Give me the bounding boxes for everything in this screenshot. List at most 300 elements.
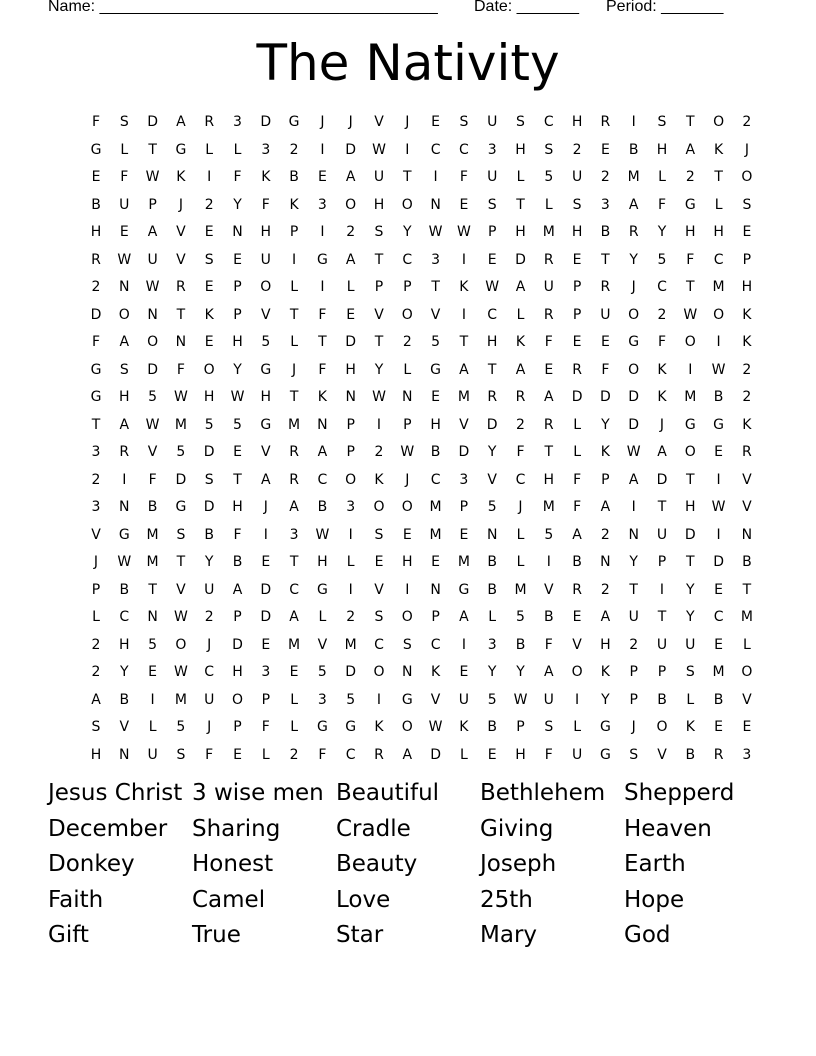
grid-letter: P	[233, 719, 242, 735]
grid-letter: A	[345, 169, 356, 185]
grid-letter: O	[373, 664, 385, 680]
grid-letter: O	[401, 609, 413, 625]
grid-letter: G	[458, 581, 470, 598]
grid-letter: R	[176, 279, 186, 295]
grid-letter: 3	[261, 664, 271, 680]
grid-letter: 2	[346, 224, 356, 240]
grid-letter: L	[742, 636, 751, 653]
grid-letter: K	[714, 141, 724, 158]
grid-letter: O	[628, 306, 640, 323]
grid-letter: E	[714, 636, 724, 653]
grid-letter: M	[344, 636, 357, 653]
grid-letter: I	[716, 526, 721, 543]
grid-letter: U	[487, 169, 498, 185]
grid-letter: I	[575, 691, 580, 708]
grid-letter: N	[317, 416, 328, 433]
grid-letter: M	[174, 691, 187, 708]
grid-letter: A	[459, 361, 469, 378]
grid-letter: B	[572, 554, 582, 570]
grid-letter: O	[684, 334, 696, 350]
grid-letter: U	[119, 196, 130, 213]
grid-letter: O	[741, 169, 753, 185]
grid-letter: A	[544, 664, 554, 680]
grid-letter: I	[207, 169, 212, 185]
grid-letter: A	[544, 389, 554, 405]
grid-letter: O	[147, 334, 159, 350]
grid-letter: D	[90, 306, 102, 323]
grid-letter: 3	[289, 526, 299, 543]
grid-letter: W	[513, 691, 528, 708]
grid-letter: E	[317, 169, 327, 185]
word-list-item: Beautiful	[336, 780, 440, 806]
grid-letter: C	[289, 581, 299, 598]
grid-letter: W	[400, 444, 415, 460]
grid-letter: N	[119, 499, 130, 515]
grid-letter: V	[317, 636, 328, 653]
grid-letter: D	[515, 251, 526, 268]
word-list-item: Donkey	[48, 851, 135, 877]
grid-letter: 3	[600, 196, 610, 213]
grid-letter: C	[430, 471, 441, 488]
grid-letter: L	[459, 746, 468, 763]
grid-letter: L	[573, 416, 581, 433]
grid-letter: V	[374, 114, 384, 130]
grid-letter: P	[261, 691, 271, 708]
grid-letter: V	[487, 471, 497, 488]
grid-letter: P	[516, 719, 525, 735]
grid-letter: I	[263, 526, 268, 543]
grid-letter: J	[518, 499, 523, 515]
grid-letter: V	[176, 581, 186, 598]
grid-letter: C	[487, 306, 498, 323]
grid-letter: O	[401, 499, 413, 515]
grid-letter: B	[289, 169, 299, 185]
grid-letter: A	[628, 196, 639, 213]
grid-letter: H	[232, 334, 243, 350]
grid-letter: O	[684, 444, 696, 460]
grid-letter: P	[148, 196, 157, 213]
grid-letter: M	[712, 664, 725, 680]
grid-letter: U	[204, 581, 215, 598]
grid-letter: C	[713, 609, 724, 625]
grid-letter: K	[317, 389, 327, 405]
grid-letter: B	[628, 141, 639, 158]
grid-letter: M	[542, 224, 555, 240]
grid-letter: P	[233, 279, 242, 295]
grid-letter: G	[175, 141, 187, 158]
grid-letter: C	[317, 471, 328, 488]
grid-letter: P	[289, 224, 299, 240]
grid-letter: P	[601, 471, 610, 488]
grid-letter: J	[631, 719, 636, 735]
grid-letter: V	[657, 746, 667, 763]
grid-letter: A	[232, 581, 243, 598]
grid-letter: H	[232, 499, 243, 515]
grid-letter: F	[205, 746, 214, 763]
grid-letter: N	[600, 554, 611, 570]
grid-letter: K	[685, 719, 695, 735]
grid-letter: G	[713, 416, 725, 433]
grid-letter: P	[459, 499, 469, 515]
grid-letter: S	[516, 114, 525, 130]
grid-letter: Y	[657, 224, 667, 240]
grid-letter: N	[628, 526, 639, 543]
grid-letter: T	[233, 471, 242, 488]
grid-letter: O	[203, 361, 215, 378]
grid-letter: N	[147, 306, 158, 323]
grid-letter: 3	[261, 141, 271, 158]
grid-letter: I	[631, 114, 636, 130]
grid-letter: K	[459, 279, 469, 295]
grid-letter: L	[403, 361, 412, 378]
grid-letter: A	[685, 141, 696, 158]
grid-letter: A	[119, 416, 130, 433]
grid-letter: B	[515, 636, 526, 653]
grid-letter: B	[543, 609, 554, 625]
grid-letter: G	[430, 361, 442, 378]
grid-letter: N	[147, 609, 158, 625]
grid-letter: H	[119, 636, 130, 653]
grid-letter: S	[572, 196, 582, 213]
grid-letter: E	[402, 526, 412, 543]
grid-letter: U	[543, 691, 554, 708]
word-list-item: Heaven	[624, 815, 712, 842]
grid-letter: L	[516, 169, 525, 185]
grid-letter: T	[374, 251, 384, 268]
grid-letter: E	[374, 554, 384, 570]
grid-letter: 5	[657, 251, 667, 268]
grid-letter: V	[430, 691, 441, 708]
grid-letter: Y	[233, 196, 242, 213]
grid-letter: P	[403, 416, 412, 433]
grid-letter: 2	[572, 141, 582, 158]
grid-letter: L	[120, 141, 129, 158]
grid-letter: U	[685, 636, 696, 653]
grid-letter: F	[318, 361, 327, 378]
grid-letter: 3	[317, 196, 327, 213]
grid-letter: T	[686, 471, 695, 488]
grid-letter: H	[600, 636, 611, 653]
grid-letter: C	[374, 636, 384, 653]
grid-letter: V	[374, 306, 384, 323]
grid-letter: R	[543, 306, 554, 323]
grid-letter: T	[657, 609, 667, 625]
grid-letter: N	[741, 526, 753, 543]
grid-letter: P	[346, 444, 355, 460]
grid-letter: T	[148, 581, 157, 598]
grid-letter: Y	[487, 664, 497, 680]
grid-letter: D	[684, 526, 696, 543]
grid-letter: T	[403, 169, 412, 185]
grid-letter: W	[428, 719, 443, 735]
grid-letter: H	[90, 746, 102, 763]
grid-letter: 3	[346, 499, 356, 515]
grid-letter: L	[346, 279, 355, 295]
grid-letter: I	[461, 251, 466, 268]
grid-letter: L	[205, 141, 214, 158]
grid-letter: G	[90, 141, 102, 158]
date-field[interactable]: Date: _______	[474, 0, 579, 15]
grid-letter: M	[288, 416, 301, 433]
grid-letter: O	[175, 636, 187, 653]
grid-letter: N	[175, 334, 187, 350]
grid-letter: G	[316, 719, 328, 735]
grid-letter: U	[656, 526, 668, 543]
grid-letter: H	[543, 471, 555, 488]
grid-letter: M	[146, 554, 159, 570]
grid-letter: A	[600, 499, 611, 515]
grid-letter: 5	[346, 691, 356, 708]
grid-letter: P	[346, 416, 355, 433]
word-list-item: God	[624, 922, 671, 948]
grid-letter: F	[544, 746, 553, 763]
grid-letter: D	[656, 471, 668, 488]
grid-letter: G	[90, 361, 102, 378]
grid-letter: N	[402, 664, 413, 680]
grid-letter: O	[345, 196, 357, 213]
grid-letter: I	[546, 554, 551, 570]
grid-letter: 2	[204, 609, 214, 625]
grid-letter: F	[459, 169, 468, 185]
grid-letter: R	[543, 251, 554, 268]
grid-letter: F	[686, 251, 695, 268]
grid-letter: E	[714, 581, 724, 598]
grid-letter: P	[657, 664, 667, 680]
grid-letter: D	[345, 141, 357, 158]
grid-letter: 2	[742, 361, 752, 378]
grid-letter: I	[348, 526, 353, 543]
grid-letter: H	[430, 416, 441, 433]
grid-letter: O	[713, 114, 725, 130]
grid-letter: I	[320, 224, 325, 240]
grid-letter: 2	[91, 279, 101, 295]
grid-letter: H	[713, 224, 724, 240]
grid-letter: T	[289, 306, 299, 323]
grid-letter: V	[544, 581, 554, 598]
grid-letter: D	[600, 389, 611, 405]
grid-letter: J	[207, 719, 212, 735]
grid-letter: 2	[91, 471, 101, 488]
grid-letter: E	[572, 609, 582, 625]
grid-letter: S	[176, 526, 186, 543]
grid-letter: F	[516, 444, 525, 460]
grid-letter: P	[233, 609, 242, 625]
grid-letter: K	[657, 389, 667, 405]
grid-letter: U	[600, 306, 611, 323]
grid-letter: A	[317, 444, 328, 460]
word-list-item: Jesus Christ	[48, 780, 183, 806]
grid-letter: B	[430, 444, 441, 460]
grid-letter: A	[176, 114, 186, 130]
grid-letter: E	[261, 636, 271, 653]
word-list-item: December	[48, 815, 168, 842]
grid-letter: E	[487, 746, 497, 763]
grid-letter: C	[345, 746, 356, 763]
grid-letter: E	[600, 334, 610, 350]
grid-letter: P	[572, 279, 582, 295]
grid-letter: S	[459, 114, 469, 130]
grid-letter: C	[657, 279, 667, 295]
grid-letter: D	[628, 416, 640, 433]
grid-letter: J	[405, 471, 410, 488]
grid-letter: 5	[176, 719, 186, 735]
grid-letter: T	[714, 169, 723, 185]
grid-letter: 3	[487, 636, 497, 653]
grid-letter: 2	[402, 334, 412, 350]
grid-letter: 2	[629, 636, 639, 653]
grid-letter: K	[374, 471, 384, 488]
word-list-item: Cradle	[336, 815, 411, 842]
grid-letter: S	[402, 636, 412, 653]
grid-letter: O	[571, 664, 583, 680]
grid-letter: 5	[148, 389, 158, 405]
grid-letter: A	[91, 691, 101, 708]
grid-letter: 5	[148, 636, 158, 653]
grid-letter: I	[348, 581, 353, 598]
grid-letter: R	[572, 361, 582, 378]
grid-letter: L	[318, 609, 327, 625]
grid-letter: J	[744, 141, 749, 158]
grid-letter: S	[544, 719, 554, 735]
grid-letter: T	[544, 444, 554, 460]
grid-letter: F	[176, 361, 185, 378]
grid-letter: H	[232, 664, 243, 680]
grid-letter: H	[260, 389, 272, 405]
grid-letter: W	[372, 141, 386, 158]
grid-letter: 5	[487, 691, 497, 708]
grid-letter: E	[459, 664, 469, 680]
grid-letter: M	[457, 554, 470, 570]
grid-letter: M	[627, 169, 640, 185]
grid-letter: D	[203, 499, 215, 515]
grid-letter: B	[317, 499, 328, 515]
grid-letter: K	[742, 416, 752, 433]
grid-letter: B	[147, 499, 158, 515]
grid-letter: Y	[601, 416, 610, 433]
period-field[interactable]: Period: _______	[606, 0, 724, 15]
grid-letter: L	[346, 554, 355, 570]
grid-letter: B	[487, 581, 497, 598]
grid-letter: J	[178, 196, 183, 213]
grid-letter: D	[203, 444, 215, 460]
grid-letter: K	[742, 334, 752, 350]
grid-letter: M	[457, 389, 470, 405]
grid-letter: T	[91, 416, 101, 433]
grid-letter: F	[233, 169, 242, 185]
grid-letter: G	[684, 416, 696, 433]
grid-letter: 3	[431, 251, 441, 268]
grid-letter: I	[292, 251, 297, 268]
grid-letter: T	[374, 334, 384, 350]
grid-letter: E	[487, 251, 497, 268]
grid-letter: I	[376, 416, 382, 433]
grid-letter: E	[204, 224, 214, 240]
grid-letter: G	[175, 499, 187, 515]
grid-letter: F	[91, 114, 101, 130]
grid-letter: G	[316, 251, 328, 268]
grid-letter: 3	[459, 471, 469, 488]
grid-letter: L	[573, 719, 581, 735]
grid-letter: U	[204, 691, 215, 708]
grid-letter: S	[374, 609, 384, 625]
grid-letter: V	[261, 306, 271, 323]
grid-letter: O	[260, 279, 272, 295]
grid-letter: R	[713, 746, 724, 763]
grid-letter: Y	[629, 251, 638, 268]
grid-letter: B	[487, 719, 497, 735]
grid-letter: W	[711, 499, 726, 515]
grid-letter: K	[431, 664, 441, 680]
grid-letter: N	[402, 389, 413, 405]
grid-letter: G	[316, 581, 328, 598]
grid-letter: R	[289, 444, 299, 460]
grid-letter: K	[261, 169, 271, 185]
grid-letter: D	[430, 746, 441, 763]
grid-letter: 2	[685, 169, 695, 185]
grid-letter: 2	[742, 389, 752, 405]
grid-letter: D	[175, 471, 187, 488]
grid-letter: O	[741, 664, 753, 680]
grid-letter: D	[571, 389, 583, 405]
grid-letter: C	[543, 114, 554, 130]
grid-letter: K	[459, 719, 469, 735]
word-list-item: Beauty	[336, 851, 418, 877]
name-field[interactable]: Name: ______________________________________	[48, 0, 438, 15]
grid-letter: G	[288, 114, 300, 130]
grid-letter: T	[431, 279, 440, 295]
grid-letter: R	[515, 389, 526, 405]
grid-letter: F	[318, 746, 327, 763]
grid-letter: E	[204, 279, 214, 295]
grid-letter: F	[318, 306, 327, 323]
grid-letter: V	[176, 224, 186, 240]
grid-letter: K	[515, 334, 526, 350]
grid-letter: H	[571, 114, 583, 130]
grid-letter: L	[686, 691, 695, 708]
grid-letter: E	[119, 224, 129, 240]
grid-letter: J	[320, 114, 325, 130]
grid-letter: 5	[544, 169, 554, 185]
grid-letter: S	[685, 664, 695, 680]
grid-letter: B	[119, 581, 130, 598]
word-list-item: Love	[336, 886, 391, 913]
grid-letter: R	[742, 444, 752, 460]
grid-letter: T	[148, 141, 157, 158]
grid-letter: 2	[204, 196, 214, 213]
grid-letter: K	[657, 361, 667, 378]
grid-letter: H	[373, 196, 385, 213]
grid-letter: L	[92, 609, 100, 625]
grid-letter: U	[571, 746, 583, 763]
grid-letter: L	[516, 306, 525, 323]
grid-letter: F	[261, 196, 270, 213]
grid-letter: I	[659, 581, 665, 598]
grid-letter: V	[261, 444, 271, 460]
grid-letter: M	[288, 636, 301, 653]
grid-letter: 2	[516, 416, 525, 433]
grid-letter: S	[487, 196, 497, 213]
grid-letter: G	[118, 526, 130, 543]
grid-letter: E	[91, 169, 101, 185]
grid-letter: W	[173, 664, 188, 680]
grid-letter: 2	[742, 114, 752, 130]
grid-letter: B	[713, 389, 724, 405]
grid-letter: T	[516, 196, 525, 213]
grid-letter: H	[685, 224, 696, 240]
grid-letter: H	[345, 361, 356, 378]
grid-letter: Y	[204, 554, 214, 570]
grid-letter: G	[345, 719, 357, 735]
